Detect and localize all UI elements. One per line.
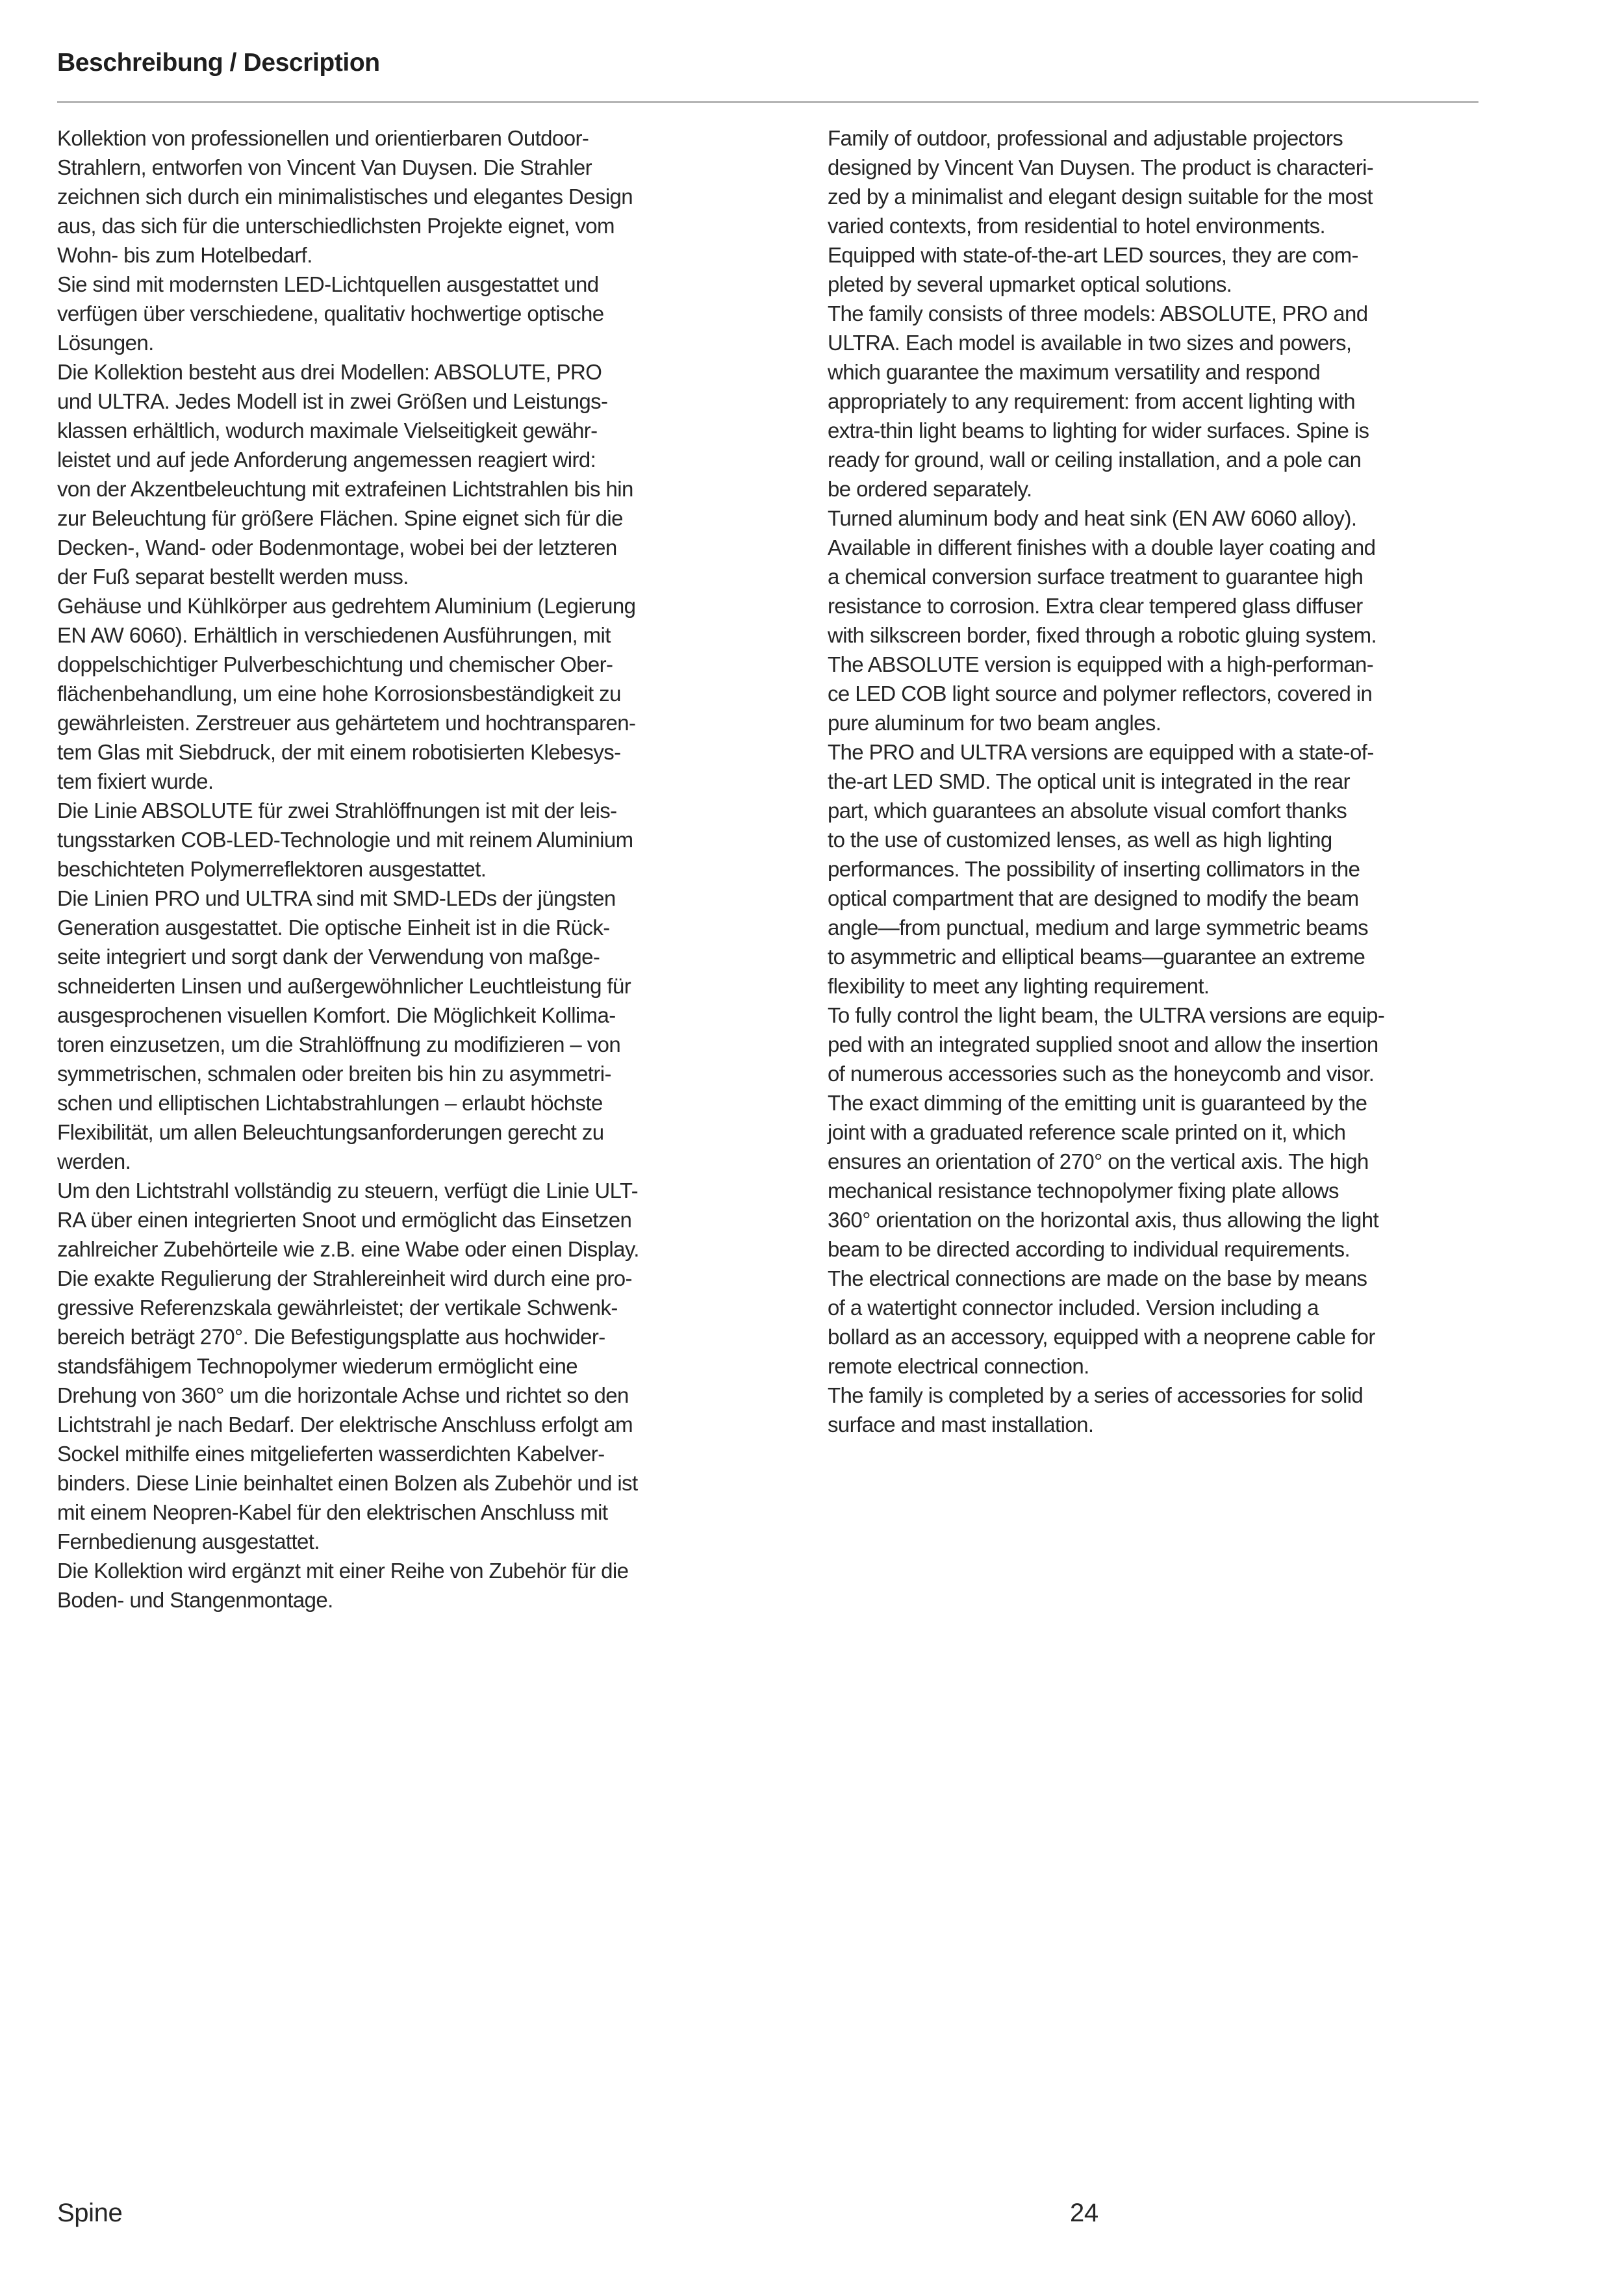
text-line: designed by Vincent Van Duysen. The product is characteri- xyxy=(828,155,1374,179)
text-line: to asymmetric and elliptical beams—guarantee an extreme xyxy=(828,945,1365,969)
text-line: The PRO and ULTRA versions are equipped with a state-of- xyxy=(828,740,1374,764)
text-line: zahlreicher Zubehörteile wie z.B. eine Wabe oder einen Display. xyxy=(57,1237,639,1261)
text-line: standsfähigem Technopolymer wiederum ermöglicht eine xyxy=(57,1354,577,1378)
text-line: Kollektion von professionellen und orientierbaren Outdoor- xyxy=(57,126,589,150)
text-line: bollard as an accessory, equipped with a neoprene cable for xyxy=(828,1325,1375,1349)
text-line: Boden- und Stangenmontage. xyxy=(57,1588,333,1612)
text-line: of numerous accessories such as the honeycomb and visor. xyxy=(828,1062,1375,1086)
text-line: und ULTRA. Jedes Modell ist in zwei Größen und Leistungs- xyxy=(57,389,608,413)
text-line: Gehäuse und Kühlkörper aus gedrehtem Aluminium (Legierung xyxy=(57,594,636,618)
text-line: Die Kollektion besteht aus drei Modellen: ABSOLUTE, PRO xyxy=(57,360,602,384)
page-title: Beschreibung / Description xyxy=(57,49,380,77)
text-line: ausgesprochenen visuellen Komfort. Die Möglichkeit Kollima- xyxy=(57,1003,616,1027)
text-line: Die Linien PRO und ULTRA sind mit SMD-LEDs der jüngsten xyxy=(57,886,616,910)
text-line: zeichnen sich durch ein minimalistisches und elegantes Design xyxy=(57,185,633,209)
text-line: ped with an integrated supplied snoot and allow the insertion xyxy=(828,1032,1378,1056)
text-line: gressive Referenzskala gewährleistet; der vertikale Schwenk- xyxy=(57,1296,618,1320)
text-line: 360° orientation on the horizontal axis, thus allowing the light xyxy=(828,1208,1379,1232)
text-line: angle—from punctual, medium and large symmetric beams xyxy=(828,915,1369,939)
text-line: der Fuß separat bestellt werden muss. xyxy=(57,565,409,589)
text-line: Sockel mithilfe eines mitgelieferten wasserdichten Kabelver- xyxy=(57,1442,605,1466)
text-line: seite integriert und sorgt dank der Verwendung von maßge- xyxy=(57,945,600,969)
text-line: tungsstarken COB-LED-Technologie und mit reinem Aluminium xyxy=(57,828,633,852)
text-line: ready for ground, wall or ceiling installation, and a pole can xyxy=(828,448,1362,472)
text-line: schneiderten Linsen und außergewöhnlicher Leuchtleistung für xyxy=(57,974,631,998)
text-line: to the use of customized lenses, as well as high lighting xyxy=(828,828,1332,852)
text-line: varied contexts, from residential to hotel environments. xyxy=(828,214,1326,238)
text-line: werden. xyxy=(57,1149,131,1173)
text-line: Decken-, Wand- oder Bodenmontage, wobei bei der letzteren xyxy=(57,535,617,559)
text-line: To fully control the light beam, the ULTRA versions are equip- xyxy=(828,1003,1385,1027)
text-line: symmetrischen, schmalen oder breiten bis hin zu asymmetri- xyxy=(57,1062,611,1086)
text-line: Generation ausgestattet. Die optische Einheit ist in die Rück- xyxy=(57,915,610,939)
text-line: pleted by several upmarket optical solutions. xyxy=(828,272,1232,296)
text-line: klassen erhältlich, wodurch maximale Vielseitigkeit gewähr- xyxy=(57,418,598,442)
footer-product-name: Spine xyxy=(57,2199,123,2227)
text-line: Equipped with state-of-the-art LED sources, they are com- xyxy=(828,243,1358,267)
text-line: zed by a minimalist and elegant design suitable for the most xyxy=(828,185,1373,209)
text-line: EN AW 6060). Erhältlich in verschiedenen Ausführungen, mit xyxy=(57,623,611,647)
text-line: part, which guarantees an absolute visual comfort thanks xyxy=(828,798,1347,823)
text-line: The electrical connections are made on the base by means xyxy=(828,1266,1367,1290)
text-line: which guarantee the maximum versatility and respond xyxy=(828,360,1321,384)
text-line: mit einem Neopren-Kabel für den elektrischen Anschluss mit xyxy=(57,1500,608,1524)
text-line: of a watertight connector included. Version including a xyxy=(828,1296,1319,1320)
text-line: gewährleisten. Zerstreuer aus gehärtetem und hochtransparen- xyxy=(57,711,636,735)
text-line: Die exakte Regulierung der Strahlereinheit wird durch eine pro- xyxy=(57,1266,632,1290)
text-line: ULTRA. Each model is available in two sizes and powers, xyxy=(828,331,1352,355)
text-line: bereich beträgt 270°. Die Befestigungsplatte aus hochwider- xyxy=(57,1325,605,1349)
text-line: beam to be directed according to individual requirements. xyxy=(828,1237,1351,1261)
text-line: Fernbedienung ausgestattet. xyxy=(57,1529,320,1553)
text-line: Turned aluminum body and heat sink (EN AW 6060 alloy). xyxy=(828,506,1357,530)
text-line: aus, das sich für die unterschiedlichsten Projekte eignet, vom xyxy=(57,214,615,238)
text-line: performances. The possibility of inserting collimators in the xyxy=(828,857,1360,881)
text-line: ensures an orientation of 270° on the vertical axis. The high xyxy=(828,1149,1369,1173)
text-line: surface and mast installation. xyxy=(828,1412,1094,1437)
text-line: zur Beleuchtung für größere Flächen. Spine eignet sich für die xyxy=(57,506,623,530)
description-column-german xyxy=(57,123,733,1615)
text-line: remote electrical connection. xyxy=(828,1354,1089,1378)
text-line: Um den Lichtstrahl vollständig zu steuern, verfügt die Linie ULT- xyxy=(57,1179,639,1203)
text-line: Lichtstrahl je nach Bedarf. Der elektrische Anschluss erfolgt am xyxy=(57,1412,633,1437)
text-line: The family is completed by a series of accessories for solid xyxy=(828,1383,1364,1407)
text-line: doppelschichtiger Pulverbeschichtung und chemischer Ober- xyxy=(57,652,613,676)
text-line: leistet und auf jede Anforderung angemessen reagiert wird: xyxy=(57,448,596,472)
text-line: Available in different finishes with a double layer coating and xyxy=(828,535,1376,559)
header-divider xyxy=(57,101,1478,103)
text-line: verfügen über verschiedene, qualitativ hochwertige optische xyxy=(57,301,604,326)
text-line: Sie sind mit modernsten LED-Lichtquellen ausgestattet und xyxy=(57,272,599,296)
text-line: The exact dimming of the emitting unit is guaranteed by the xyxy=(828,1091,1367,1115)
text-line: Flexibilität, um allen Beleuchtungsanforderungen gerecht zu xyxy=(57,1120,604,1144)
text-line: extra-thin light beams to lighting for wider surfaces. Spine is xyxy=(828,418,1369,442)
text-line: Wohn- bis zum Hotelbedarf. xyxy=(57,243,312,267)
text-line: Strahlern, entworfen von Vincent Van Duysen. Die Strahler xyxy=(57,155,592,179)
text-line: with silkscreen border, fixed through a robotic gluing system. xyxy=(828,623,1377,647)
text-line: beschichteten Polymerreflektoren ausgestattet. xyxy=(57,857,487,881)
text-line: appropriately to any requirement: from accent lighting with xyxy=(828,389,1356,413)
text-line: a chemical conversion surface treatment to guarantee high xyxy=(828,565,1364,589)
text-line: The ABSOLUTE version is equipped with a high-performan- xyxy=(828,652,1374,676)
description-column-english xyxy=(828,123,1497,1439)
text-line: the-art LED SMD. The optical unit is integrated in the rear xyxy=(828,769,1351,793)
text-line: pure aluminum for two beam angles. xyxy=(828,711,1161,735)
page-number: 24 xyxy=(1070,2199,1098,2227)
text-line: The family consists of three models: ABSOLUTE, PRO and xyxy=(828,301,1368,326)
text-line: Drehung von 360° um die horizontale Achse und richtet so den xyxy=(57,1383,629,1407)
text-line: von der Akzentbeleuchtung mit extrafeinen Lichtstrahlen bis hin xyxy=(57,477,633,501)
text-line: toren einzusetzen, um die Strahlöffnung zu modifizieren – von xyxy=(57,1032,621,1056)
text-line: flächenbehandlung, um eine hohe Korrosionsbeständigkeit zu xyxy=(57,682,621,706)
text-line: RA über einen integrierten Snoot und ermöglicht das Einsetzen xyxy=(57,1208,632,1232)
text-line: joint with a graduated reference scale printed on it, which xyxy=(828,1120,1346,1144)
text-line: tem fixiert wurde. xyxy=(57,769,214,793)
text-line: resistance to corrosion. Extra clear tempered glass diffuser xyxy=(828,594,1363,618)
text-line: tem Glas mit Siebdruck, der mit einem robotisierten Klebesys- xyxy=(57,740,621,764)
text-line: ce LED COB light source and polymer reflectors, covered in xyxy=(828,682,1373,706)
text-line: Family of outdoor, professional and adjustable projectors xyxy=(828,126,1343,150)
text-line: be ordered separately. xyxy=(828,477,1032,501)
text-line: Lösungen. xyxy=(57,331,154,355)
text-line: Die Linie ABSOLUTE für zwei Strahlöffnungen ist mit der leis- xyxy=(57,798,617,823)
text-line: binders. Diese Linie beinhaltet einen Bolzen als Zubehör und ist xyxy=(57,1471,638,1495)
text-line: Die Kollektion wird ergänzt mit einer Reihe von Zubehör für die xyxy=(57,1559,629,1583)
text-line: schen und elliptischen Lichtabstrahlungen – erlaubt höchste xyxy=(57,1091,603,1115)
text-line: mechanical resistance technopolymer fixing plate allows xyxy=(828,1179,1339,1203)
text-line: optical compartment that are designed to modify the beam xyxy=(828,886,1359,910)
text-line: flexibility to meet any lighting requirement. xyxy=(828,974,1210,998)
